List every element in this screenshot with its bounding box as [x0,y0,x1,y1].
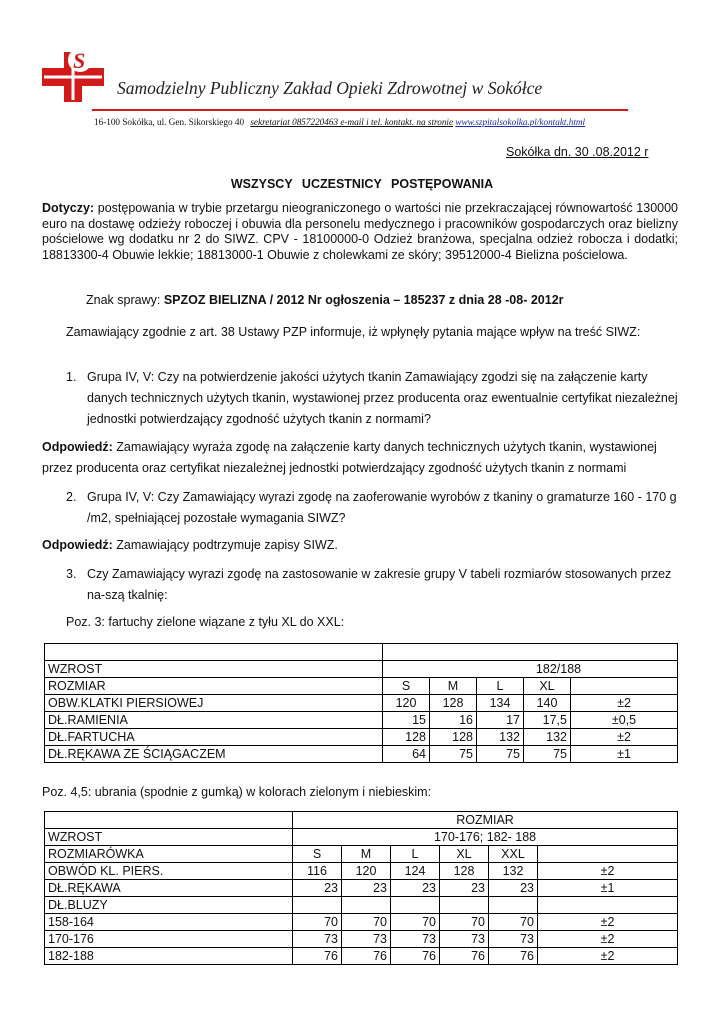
cell: 75 [477,746,524,763]
poz3-caption: Poz. 3: fartuchy zielone wiązane z tyłu XL do XXL: [66,615,345,629]
cell: L [477,678,524,695]
cell: 76 [489,948,538,965]
cell: XL [440,846,489,863]
cell: ±1 [571,746,678,763]
cell: 76 [293,948,342,965]
cell [571,678,678,695]
row-label: DŁ.RĘKAWA ZE ŚCIĄGACZEM [45,746,383,763]
row-label: DŁ.RĘKAWA [45,880,293,897]
cell: L [391,846,440,863]
cell: 120 [342,863,391,880]
row-label: 170-176 [45,931,293,948]
wzrost-value: 170-176; 182- 188 [293,829,678,846]
cell [538,846,678,863]
cell: 70 [489,914,538,931]
cell: 70 [440,914,489,931]
table-row [45,746,678,763]
table-row [45,729,678,746]
answer-1 [42,437,682,479]
cell: 73 [391,931,440,948]
cell: 23 [440,880,489,897]
row-label: OBW.KLATKI PIERSIOWEJ [45,695,383,712]
cell: ±2 [538,948,678,965]
question-1 [66,367,682,430]
cell: 132 [524,729,571,746]
cell: 124 [391,863,440,880]
header-divider [92,109,628,111]
question-2 [66,487,682,529]
row-label: DŁ.BLUZY [45,897,293,914]
table-row [45,695,678,712]
cell: 17 [477,712,524,729]
case-prefix: Znak sprawy: [86,293,164,307]
case-value: SPZOZ BIELIZNA / 2012 Nr ogłoszenia – 185237 z dnia 28 -08- 2012r [163,293,564,307]
dotyczy-text: postępowania w trybie przetargu nieograniczonego o wartości nie przekraczającej równowartość 130000 euro na dostawę odzieży roboczej i obuwia dla personelu medycznego i pracowników gospodarczych oraz bielizny pościelowe wg dodatku nr 2 do SIWZ. CPV - 18100000-0 Odzież branżowa, specjalna odzież robocza i dodatki; 18813300-4 Obuwie lekkie; 18813000-1 Obuwie z cholewkami ze skóry; 39512000-4 Bielizna pościelowa. [42,201,678,262]
row-label: WZROST [45,829,293,846]
row-label: OBWÓD KL. PIERS. [45,863,293,880]
cell: 73 [489,931,538,948]
question-3 [66,564,682,606]
cell: M [430,678,477,695]
cell: 70 [293,914,342,931]
cell: ±1 [538,880,678,897]
table-row [45,914,678,931]
cell [342,897,391,914]
intro-text: Zamawiający zgodnie z art. 38 Ustawy PZP informuje, iż wpłynęły pytania mające wpływ na treść SIWZ: [66,325,641,339]
cell: 76 [440,948,489,965]
table-row [45,846,678,863]
table-row [45,948,678,965]
size-table-uniforms [44,811,678,965]
cell: 128 [430,695,477,712]
cell: 70 [342,914,391,931]
cell [440,897,489,914]
cell [538,897,678,914]
question-text: Czy Zamawiający wyrazi zgodę na zastosowanie w zakresie grupy V tabeli rozmiarów stosowanych przez na-szą tkalnię: [87,567,672,602]
question-number: 2. [66,490,77,504]
date-line: Sokółka dn. 30 .08.2012 r [506,145,649,159]
case-number [86,293,686,309]
cell: ±2 [538,914,678,931]
table-row [45,880,678,897]
logo-letter: S [73,48,86,73]
answer-text: Zamawiający podtrzymuje zapisy SIWZ. [112,538,338,552]
address-contact: sekretariat 0857220463 e-mail i tel. kontakt. na stronie [250,117,454,127]
cell: 15 [383,712,430,729]
cell: 23 [293,880,342,897]
cell: 132 [477,729,524,746]
cell: 128 [440,863,489,880]
cell: 132 [489,863,538,880]
table-row [45,644,678,661]
size-table-aprons [44,643,678,763]
cell: ±2 [538,863,678,880]
row-label: 158-164 [45,914,293,931]
cell: 76 [391,948,440,965]
cell: ±2 [571,695,678,712]
cell: 128 [383,729,430,746]
cell: 70 [391,914,440,931]
row-label: 182-188 [45,948,293,965]
row-label: ROZMIAR [45,678,383,695]
table-row [45,812,678,829]
row-label: WZROST [45,661,383,678]
answer-label: Odpowiedź: [42,440,113,454]
table-row [45,897,678,914]
table-row [45,678,678,695]
table-row [45,829,678,846]
cell: M [342,846,391,863]
row-label: ROZMIARÓWKA [45,846,293,863]
document-heading: WSZYSCY UCZESTNICY POSTĘPOWANIA [230,177,494,191]
table-row [45,863,678,880]
cell: 134 [477,695,524,712]
cell: 16 [430,712,477,729]
answer-2 [42,535,682,556]
dotyczy-paragraph [42,201,678,263]
cell: 73 [293,931,342,948]
wzrost-value: 182/188 [383,661,678,678]
cell: ±2 [571,729,678,746]
hospital-logo [40,46,104,106]
question-text: Grupa IV, V: Czy Zamawiający wyrazi zgodę na zaoferowanie wyrobów z tkaniny o gramaturze 160 - 170 g /m2, spełniającej pozostałe wymagania SIWZ? [87,490,677,525]
cell: 17,5 [524,712,571,729]
row-label: DŁ.FARTUCHA [45,729,383,746]
cell: 73 [440,931,489,948]
cell: ±0,5 [571,712,678,729]
cell: S [383,678,430,695]
cell [391,897,440,914]
institution-name: Samodzielny Publiczny Zakład Opieki Zdrowotnej w Sokółce [117,78,543,98]
cell [293,897,342,914]
table-row [45,931,678,948]
table-row [45,661,678,678]
dotyczy-label: Dotyczy: [42,201,95,215]
cell [489,897,538,914]
row-label: DŁ.RAMIENIA [45,712,383,729]
cell: 120 [383,695,430,712]
question-number: 1. [66,370,77,384]
cell: 116 [293,863,342,880]
cell: 128 [430,729,477,746]
cell: 75 [524,746,571,763]
cell: 140 [524,695,571,712]
cell: S [293,846,342,863]
answer-text: Zamawiający wyraża zgodę na załączenie karty danych technicznych użytych tkanin, wystawionej przez producenta oraz certyfikat niezależnej jednostki potwierdzający zgodność użytych tkanin z normami [42,440,657,475]
cell: 23 [342,880,391,897]
question-number: 3. [66,567,77,581]
address-line [94,117,585,127]
question-text: Grupa IV, V: Czy na potwierdzenie jakości użytych tkanin Zamawiający zgodzi się na załączenie karty danych technicznych użytych tkanin, wystawionej przez producenta oraz ewentualnie certyfikat niezależnej jednostki potwierdzający zgodność użytych tkanin z normami? [87,370,678,426]
cell: XL [524,678,571,695]
cell: 64 [383,746,430,763]
address-plain: 16-100 Sokółka, ul. Gen. Sikorskiego 40 [94,117,245,127]
cell: 23 [489,880,538,897]
poz45-caption: Poz. 4,5: ubrania (spodnie z gumką) w kolorach zielonym i niebieskim: [42,785,432,799]
answer-label: Odpowiedź: [42,538,113,552]
cell: 75 [430,746,477,763]
cell: XXL [489,846,538,863]
rozmiar-header: ROZMIAR [293,812,678,829]
table-row [45,712,678,729]
contact-link[interactable]: www.szpitalsokolka.pl/kontakt.html [455,117,586,127]
cell: ±2 [538,931,678,948]
cell: 76 [342,948,391,965]
cell: 73 [342,931,391,948]
cell: 23 [391,880,440,897]
empty-cell [45,812,293,829]
